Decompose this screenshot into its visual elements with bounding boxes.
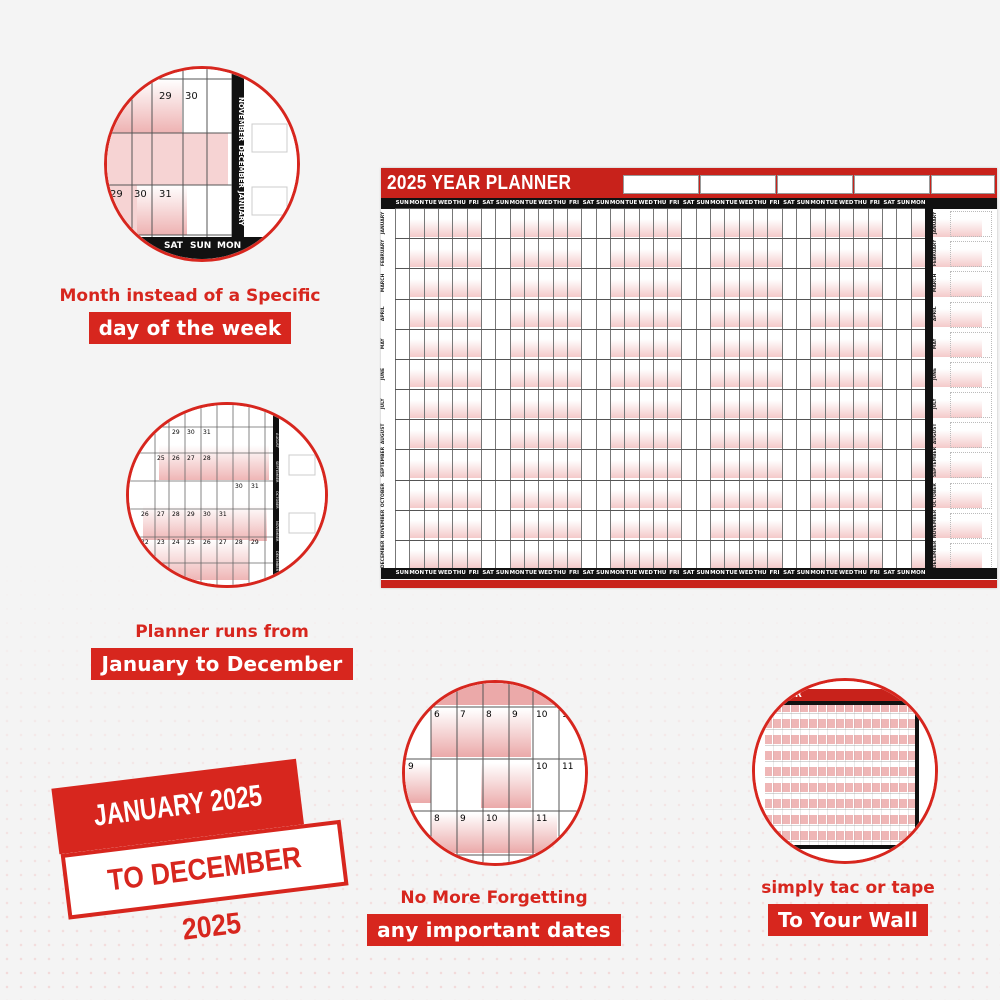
weekday-shading <box>710 219 782 237</box>
caption-highlight: January to December <box>91 648 352 680</box>
weekday-shading <box>810 550 882 568</box>
day-header: TUE <box>725 570 738 576</box>
zoom3-date: 6 <box>434 710 440 720</box>
planner-side-strip <box>925 208 933 570</box>
grid-row-line <box>395 419 925 420</box>
zoom2-date: 30 <box>187 429 195 436</box>
grid-row-line <box>395 268 925 269</box>
day-header: MON <box>509 200 525 206</box>
day-header: SAT <box>783 200 795 206</box>
weekday-shading <box>510 279 582 297</box>
caption-highlight: day of the week <box>89 312 292 344</box>
note-box <box>854 175 930 194</box>
weekday-shading <box>610 279 682 297</box>
grid-row-line <box>395 510 925 511</box>
day-header: MON <box>609 200 625 206</box>
month-label: MAY <box>381 338 386 350</box>
weekday-shading <box>710 430 782 448</box>
zoom-circle-1-content <box>107 69 297 259</box>
weekday-shading <box>510 550 582 568</box>
day-header-row-bottom <box>381 568 997 579</box>
zoom2-date: 26 <box>141 511 149 518</box>
grid-row-line <box>395 329 925 330</box>
zoom-circle-2-content <box>129 405 325 585</box>
weekday-shading <box>409 430 481 448</box>
zoom3-date: 10 <box>536 762 548 772</box>
zoom4-title: LANNER <box>761 690 802 700</box>
zoom2-month-label: NOVEMBER <box>275 521 279 542</box>
day-header: SUN <box>796 570 810 576</box>
note-box <box>700 175 776 194</box>
note-box <box>777 175 853 194</box>
day-header: THU <box>553 570 567 576</box>
day-header: SUN <box>596 200 610 206</box>
zoom2-date: 27 <box>219 539 227 546</box>
zoom1-date: 31 <box>159 189 172 200</box>
mini-calendar <box>950 513 992 539</box>
mini-calendar <box>950 483 992 509</box>
day-header: SUN <box>896 570 911 576</box>
day-header: TUE <box>525 570 538 576</box>
day-header: WED <box>437 570 453 576</box>
caption-month-instead <box>40 286 340 344</box>
zoom2-month-label: JULY <box>275 407 279 415</box>
zoom-circle-month-labels <box>104 66 300 262</box>
caption-important-dates <box>344 888 644 946</box>
weekday-shading <box>810 490 882 508</box>
weekday-shading <box>510 249 582 267</box>
day-header: MON <box>409 570 425 576</box>
side-month-label: DECEMBER <box>933 540 938 568</box>
zoom1-date: 30 <box>134 189 147 200</box>
side-month-label: APRIL <box>933 306 938 321</box>
month-label: SEPTEMBER <box>381 447 386 478</box>
day-header: FRI <box>769 200 780 206</box>
weekday-shading <box>610 490 682 508</box>
day-header: SAT <box>682 200 695 206</box>
zoom3-date: 11 <box>562 710 574 720</box>
weekday-shading <box>610 339 682 357</box>
side-month-label: AUGUST <box>933 423 938 445</box>
banner-line-1-text: JANUARY 2025 <box>91 779 264 833</box>
day-header: THU <box>653 200 667 206</box>
zoom1-month-label: NOVEMBER <box>237 97 245 142</box>
planner-title: 2025 YEAR PLANNER <box>387 172 572 194</box>
day-header: MON <box>409 200 425 206</box>
zoom-circle-important-dates <box>402 680 588 866</box>
weekday-shading <box>510 460 582 478</box>
side-month-label: NOVEMBER <box>933 509 938 538</box>
caption-line: No More Forgetting <box>400 888 588 908</box>
day-header: WED <box>839 570 854 576</box>
zoom2-date: 31 <box>203 429 211 436</box>
day-header: WED <box>839 200 854 206</box>
mini-calendar <box>950 362 992 388</box>
mini-calendar <box>950 241 992 267</box>
grid-row-line <box>395 238 925 239</box>
day-header: MON <box>810 200 826 206</box>
day-header: FRI <box>468 570 479 576</box>
caption-highlight: any important dates <box>367 914 621 946</box>
day-header: SUN <box>896 200 911 206</box>
zoom1-date: 29 <box>159 91 172 102</box>
weekday-shading <box>510 520 582 538</box>
mini-calendar <box>950 271 992 297</box>
day-header: MON <box>910 200 926 206</box>
weekday-shading <box>610 219 682 237</box>
note-box <box>931 175 995 194</box>
side-month-label: JUNE <box>933 367 938 380</box>
zoom2-date: 29 <box>187 511 195 518</box>
planner-header <box>381 168 997 198</box>
zoom2-date: 26 <box>203 539 211 546</box>
zoom3-date: 10 <box>486 814 498 824</box>
day-header: MON <box>710 200 725 206</box>
zoom2-date: 28 <box>235 539 243 546</box>
grid-row-line <box>395 540 925 541</box>
day-header: SUN <box>495 570 509 576</box>
weekday-shading <box>810 460 882 478</box>
zoom1-month-label: JANUARY <box>237 191 245 226</box>
day-header: THU <box>753 570 767 576</box>
zoom3-date: 11 <box>562 762 574 772</box>
day-header: FRI <box>869 200 880 206</box>
weekday-shading <box>610 369 682 387</box>
day-header: FRI <box>769 570 780 576</box>
weekday-shading <box>409 369 481 387</box>
caption-line: Month instead of a Specific <box>59 286 321 306</box>
side-month-label: OCTOBER <box>933 482 938 507</box>
day-header: THU <box>453 570 466 576</box>
zoom-circle-4-content <box>755 681 935 861</box>
day-header: SAT <box>482 570 494 576</box>
day-header: TUE <box>525 200 538 206</box>
caption-jan-to-dec <box>72 622 372 680</box>
weekday-shading <box>510 430 582 448</box>
caption-line: simply tac or tape <box>761 878 935 898</box>
month-label: FEBRUARY <box>381 239 386 267</box>
weekday-shading <box>610 460 682 478</box>
zoom2-date: 22 <box>141 539 149 546</box>
grid-row-line <box>395 359 925 360</box>
zoom-circle-jan-to-dec <box>126 402 328 588</box>
zoom2-date: 28 <box>203 455 211 462</box>
day-header: SUN <box>596 570 610 576</box>
zoom2-date: 29 <box>172 429 180 436</box>
planner-grid <box>381 208 925 570</box>
mini-calendar <box>950 392 992 418</box>
day-header: SUN <box>495 200 509 206</box>
day-header: TUE <box>825 200 838 206</box>
day-header: THU <box>653 570 667 576</box>
day-header: TUE <box>625 570 638 576</box>
day-header: SUN <box>395 570 409 576</box>
month-label: AUGUST <box>381 423 386 445</box>
zoom2-date: 27 <box>187 455 195 462</box>
zoom2-date: 27 <box>157 511 165 518</box>
weekday-shading <box>810 339 882 357</box>
month-label: JANUARY <box>381 211 386 235</box>
zoom3-date: 9 <box>460 814 466 824</box>
day-header: WED <box>638 200 653 206</box>
day-header: FRI <box>669 200 680 206</box>
weekday-shading <box>409 279 481 297</box>
caption-line: Planner runs from <box>135 622 309 642</box>
day-header: WED <box>738 200 754 206</box>
mini-calendar <box>950 211 992 237</box>
zoom2-month-label: OCTOBER <box>275 491 279 509</box>
zoom3-date: 10 <box>536 710 548 720</box>
zoom1-day-header: MON <box>217 241 242 251</box>
zoom3-date: 8 <box>434 814 440 824</box>
zoom2-month-label: SEPTEMBER <box>275 461 279 483</box>
side-month-label: MARCH <box>933 274 938 293</box>
zoom2-date: 25 <box>157 455 165 462</box>
day-header: SUN <box>696 200 710 206</box>
month-label: JULY <box>381 398 386 410</box>
side-month-label: FEBRUARY <box>933 239 938 267</box>
weekday-shading <box>510 369 582 387</box>
caption-wall <box>698 878 998 936</box>
zoom2-date: 25 <box>187 539 195 546</box>
zoom4-grid <box>755 681 935 861</box>
day-header: SAT <box>883 570 895 576</box>
weekday-shading <box>510 400 582 418</box>
day-header: TUE <box>424 200 437 206</box>
weekday-shading <box>610 520 682 538</box>
zoom1-date: 30 <box>185 91 198 102</box>
zoom1-month-label: DECEMBER <box>237 145 245 188</box>
weekday-shading <box>409 400 481 418</box>
day-header: SAT <box>482 200 494 206</box>
weekday-shading <box>610 249 682 267</box>
day-header: SAT <box>582 200 595 206</box>
day-header: SAT <box>582 570 595 576</box>
weekday-shading <box>510 339 582 357</box>
grid-row-line <box>395 299 925 300</box>
day-header: WED <box>538 200 553 206</box>
note-box <box>623 175 699 194</box>
weekday-shading <box>810 369 882 387</box>
day-header: TUE <box>825 570 838 576</box>
weekday-shading <box>810 249 882 267</box>
zoom3-date: 7 <box>460 710 466 720</box>
day-header: SAT <box>783 570 795 576</box>
weekday-shading <box>409 460 481 478</box>
month-label: NOVEMBER <box>381 509 386 538</box>
month-label: DECEMBER <box>381 540 386 568</box>
zoom2-date: 26 <box>172 455 180 462</box>
weekday-shading <box>810 430 882 448</box>
weekday-shading <box>409 249 481 267</box>
weekday-shading <box>610 430 682 448</box>
mini-calendar <box>950 422 992 448</box>
day-header: FRI <box>869 570 880 576</box>
weekday-shading <box>610 550 682 568</box>
day-header: MON <box>509 570 525 576</box>
weekday-shading <box>710 550 782 568</box>
weekday-shading <box>409 520 481 538</box>
day-header: SUN <box>696 570 710 576</box>
day-header: THU <box>854 570 867 576</box>
zoom2-grid <box>129 405 325 585</box>
zoom2-month-label: DECEMBER <box>275 551 279 572</box>
day-header: SUN <box>395 200 409 206</box>
weekday-shading <box>409 309 481 327</box>
weekday-shading <box>810 279 882 297</box>
zoom2-month-label: AUGUST <box>275 433 279 448</box>
weekday-shading <box>710 339 782 357</box>
weekday-shading <box>710 400 782 418</box>
zoom3-date: 9 <box>512 710 518 720</box>
zoom2-date: 30 <box>203 511 211 518</box>
day-header: FRI <box>569 200 580 206</box>
zoom2-date: 31 <box>219 511 227 518</box>
zoom-circle-wall <box>752 678 938 864</box>
day-header: THU <box>553 200 567 206</box>
grid-row-line <box>395 449 925 450</box>
banner-line-2-text: TO DECEMBER 2025 <box>105 840 304 947</box>
zoom2-date: 24 <box>172 539 180 546</box>
zoom2-date: 31 <box>251 483 259 490</box>
month-label: OCTOBER <box>381 482 386 507</box>
zoom2-date: 23 <box>157 539 165 546</box>
day-header: SAT <box>883 200 895 206</box>
weekday-shading <box>710 520 782 538</box>
weekday-shading <box>710 279 782 297</box>
weekday-shading <box>409 219 481 237</box>
zoom2-date: 30 <box>235 483 243 490</box>
day-header: TUE <box>725 200 738 206</box>
weekday-shading <box>710 309 782 327</box>
day-header: FRI <box>669 570 680 576</box>
weekday-shading <box>810 219 882 237</box>
month-label: APRIL <box>381 306 386 321</box>
zoom2-date: 29 <box>251 539 259 546</box>
zoom3-date: 8 <box>486 710 492 720</box>
zoom2-date: 28 <box>172 511 180 518</box>
day-header: TUE <box>424 570 437 576</box>
weekday-shading <box>710 369 782 387</box>
day-header: MON <box>710 570 725 576</box>
zoom1-day-header: SAT <box>164 241 183 251</box>
zoom3-date: 11 <box>536 814 548 824</box>
side-month-label: MAY <box>933 338 938 350</box>
weekday-shading <box>810 400 882 418</box>
month-label: MARCH <box>381 274 386 293</box>
grid-row-line <box>395 389 925 390</box>
zoom1-date: 29 <box>110 189 123 200</box>
weekday-shading <box>710 249 782 267</box>
weekday-shading <box>710 460 782 478</box>
mini-calendar <box>950 332 992 358</box>
weekday-shading <box>610 400 682 418</box>
day-header: MON <box>810 570 826 576</box>
side-month-label: JULY <box>933 398 938 410</box>
weekday-shading <box>810 520 882 538</box>
weekday-shading <box>409 490 481 508</box>
weekday-shading <box>409 550 481 568</box>
weekday-shading <box>409 339 481 357</box>
zoom3-date: 9 <box>408 762 414 772</box>
grid-row-line <box>395 480 925 481</box>
day-header: THU <box>753 200 767 206</box>
day-header: THU <box>854 200 867 206</box>
planner-mini-calendars <box>946 208 994 570</box>
weekday-shading <box>510 309 582 327</box>
planner-footer-bar <box>381 580 997 588</box>
day-header: WED <box>538 570 553 576</box>
day-header: WED <box>437 200 453 206</box>
day-header: FRI <box>468 200 479 206</box>
side-month-label: JANUARY <box>933 211 938 235</box>
year-planner-poster <box>381 168 997 588</box>
weekday-shading <box>510 490 582 508</box>
zoom-circle-3-content <box>405 683 585 863</box>
mini-calendar <box>950 302 992 328</box>
day-header: MON <box>609 570 625 576</box>
day-header: WED <box>738 570 754 576</box>
day-header: FRI <box>569 570 580 576</box>
weekday-shading <box>810 309 882 327</box>
side-month-label: SEPTEMBER <box>933 447 938 478</box>
day-header: WED <box>638 570 653 576</box>
day-header: SUN <box>796 200 810 206</box>
month-label: JUNE <box>381 367 386 380</box>
zoom1-grid <box>107 69 297 259</box>
day-header: MON <box>910 570 926 576</box>
day-header: TUE <box>625 200 638 206</box>
caption-highlight: To Your Wall <box>768 904 928 936</box>
grid-row-line <box>395 208 925 209</box>
mini-calendar <box>950 452 992 478</box>
planner-side-months <box>933 208 945 570</box>
weekday-shading <box>610 309 682 327</box>
day-header: SAT <box>682 570 695 576</box>
mini-calendar <box>950 543 992 569</box>
zoom3-grid <box>405 683 585 863</box>
weekday-shading <box>710 490 782 508</box>
weekday-shading <box>510 219 582 237</box>
zoom1-day-header: SUN <box>190 241 212 251</box>
day-header: THU <box>453 200 466 206</box>
